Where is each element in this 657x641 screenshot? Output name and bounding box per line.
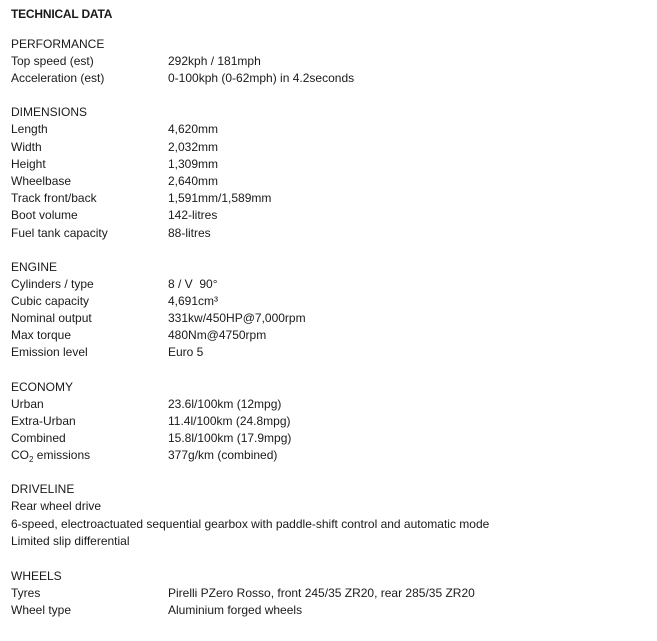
spec-row-urban [11,396,651,413]
section-heading: ECONOMY [11,379,74,394]
spec-label: Track front/back [11,191,97,206]
spec-value: 4,620mm [168,122,219,137]
spec-row-cylinders [11,276,651,293]
section-engine [11,259,651,362]
section-performance [11,36,651,87]
spec-row-cubic-capacity [11,293,651,310]
section-heading: ENGINE [11,259,58,274]
technical-data-sheet [11,6,651,619]
section-heading: DIMENSIONS [11,105,88,120]
spec-label: Width [11,139,42,154]
driveline-item: 6-speed, electroactuated sequential gearbox with paddle-shift control and automatic mode [11,516,490,531]
page-title: TECHNICAL DATA [11,7,113,21]
spec-label: Extra-Urban [11,413,76,428]
spec-value: Pirelli PZero Rosso, front 245/35 ZR20, rear 285/35 ZR20 [168,585,475,600]
section-heading: DRIVELINE [11,482,75,497]
spec-label: Cubic capacity [11,293,90,308]
spec-value: 142-litres [168,208,218,223]
spec-value: 1,309mm [168,156,219,171]
spec-value: 2,032mm [168,139,219,154]
spec-label: Wheel type [11,603,72,618]
spec-row-max-torque [11,327,651,344]
spec-row-track [11,190,651,207]
section-driveline [11,481,651,551]
spec-row-co2-emissions [11,447,651,464]
section-heading: PERFORMANCE [11,37,105,51]
spec-row-width [11,139,651,156]
spec-label: Boot volume [11,208,78,223]
spec-row-combined [11,430,651,447]
spec-label: Top speed (est) [11,54,94,68]
spec-label: Fuel tank capacity [11,225,108,240]
spec-value: 292kph / 181mph [168,54,261,68]
spec-row-tyres [11,585,651,602]
spec-label: Tyres [11,585,41,600]
spec-row-emission-level [11,344,651,361]
spec-label: Urban [11,396,44,411]
driveline-item: Limited slip differential [11,534,130,549]
spec-value: 4,691cm³ [168,293,219,308]
spec-row-boot-volume [11,207,651,224]
section-wheels [11,568,651,619]
spec-row-wheelbase [11,173,651,190]
co2-label-main: CO [11,448,29,463]
spec-label: Emission level [11,345,88,360]
spec-label: Length [11,122,48,137]
spec-value: 331kw/450HP@7,000rpm [168,311,306,326]
spec-row-acceleration [11,70,651,87]
spec-value: 8 / V 90° [168,276,218,291]
co2-label-rest: emissions [33,448,91,463]
spec-value: 23.6l/100km (12mpg) [168,396,282,411]
spec-label: Acceleration (est) [11,71,105,86]
spec-label: Max torque [11,328,72,343]
section-dimensions [11,104,651,241]
spec-value: 88-litres [168,225,211,240]
spec-row-length [11,121,651,138]
section-economy [11,379,651,465]
spec-value: Euro 5 [168,345,204,360]
spec-label: Height [11,156,46,171]
spec-label: Cylinders / type [11,276,94,291]
spec-value: 11.4l/100km (24.8mpg) [168,413,291,428]
spec-row-fuel-tank [11,225,651,242]
spec-label [11,447,168,464]
co2-label-subscript: 2 [29,455,34,465]
spec-value: 15.8l/100km (17.9mpg) [168,431,292,445]
spec-row-extra-urban [11,413,651,430]
spec-value: 1,591mm/1,589mm [168,191,272,206]
spec-label: Nominal output [11,311,92,326]
spec-row-top-speed [11,53,651,70]
spec-value: 2,640mm [168,173,219,188]
spec-value: 377g/km (combined) [168,448,278,463]
section-heading: WHEELS [11,568,62,583]
spec-value: 480Nm@4750rpm [168,328,267,343]
driveline-item: Rear wheel drive [11,499,102,514]
spec-row-height [11,156,651,173]
spec-label: Wheelbase [11,173,72,188]
spec-value: Aluminium forged wheels [168,603,303,618]
spec-value: 0-100kph (0-62mph) in 4.2seconds [168,71,355,86]
spec-label: Combined [11,431,66,445]
spec-row-wheel-type [11,602,651,619]
spec-row-nominal-output [11,310,651,327]
